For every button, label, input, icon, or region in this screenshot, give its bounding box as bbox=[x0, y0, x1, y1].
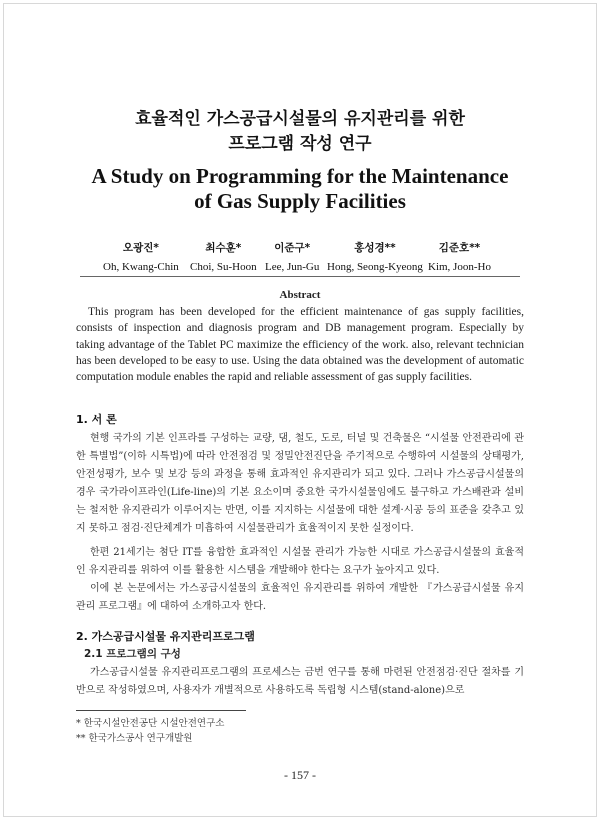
section-1-paragraph-2: 한편 21세기는 첨단 IT를 융합한 효과적인 시설물 관리가 가능한 시대로 가스공급시설물의 효율적인 유지관리를 위하여 이를 활용한 시스템을 개발해야 한다는 요구가 높아지고 있다. bbox=[76, 547, 524, 576]
header-divider bbox=[80, 276, 520, 277]
title-english-line2: of Gas Supply Facilities bbox=[194, 189, 406, 213]
author-name-korean: 최수훈* bbox=[205, 242, 242, 254]
footnote-divider bbox=[76, 710, 246, 711]
title-korean-line1: 효율적인 가스공급시설물의 유지관리를 위한 bbox=[135, 109, 465, 129]
section-1-paragraph-3: 이에 본 논문에서는 가스공급시설물의 효율적인 유지관리를 위하여 개발한 『가스공급시설물 유지관리 프로그램』에 대하여 소개하고자 한다. bbox=[76, 583, 524, 612]
abstract-body: This program has been developed for the efficient maintenance of gas supply facilities, consists of inspection and diagnosis program and DB management program. Especially by taking advantage of the Tablet PC maximize the efficiency of the work. also, relevant technician has been developed to be easy to use. Using the data obtained was the development of automatic computation module enables the rapid and reliable assessment of gas supply facilities. bbox=[76, 306, 524, 384]
author-name-english: Choi, Su-Hoon bbox=[190, 261, 257, 273]
section-1-heading: 1. 서 론 bbox=[76, 413, 117, 426]
footnote-1: * 한국시설안전공단 시설안전연구소 bbox=[76, 718, 225, 729]
author-name-english: Lee, Jun-Gu bbox=[265, 261, 320, 273]
footnote-2: ** 한국가스공사 연구개발원 bbox=[76, 733, 193, 744]
abstract-heading: Abstract bbox=[279, 289, 321, 301]
author-name-korean: 김준호** bbox=[438, 242, 481, 254]
title-korean-line2: 프로그램 작성 연구 bbox=[228, 134, 372, 154]
title-english-line1: A Study on Programming for the Maintenance bbox=[91, 164, 509, 188]
author-name-english: Oh, Kwang-Chin bbox=[103, 261, 179, 273]
author-1 bbox=[103, 240, 179, 273]
author-4 bbox=[327, 240, 423, 273]
subsection-2-1-heading: 2.1 프로그램의 구성 bbox=[84, 648, 181, 660]
author-name-korean: 홍성경** bbox=[354, 242, 396, 254]
section-2-heading: 2. 가스공급시설물 유지관리프로그램 bbox=[76, 630, 255, 643]
page-number: - 157 - bbox=[284, 768, 316, 782]
author-name-korean: 이준구* bbox=[274, 242, 311, 254]
section-1-paragraph-1: 현행 국가의 기본 인프라를 구성하는 교량, 댐, 철도, 도로, 터널 및 건축물은 “시설물 안전관리에 관한 특별법”(이하 시특법)에 따라 안전점검 및 정밀안전진단을 주기적으로 수행하여 시설물의 상태평가, 안전성평가, 보수 및 보강 등의 과정을 통해 효과적인 유지관리가 되고 있다. 그러나 가스공급시설물의 경우 국가라이프라인(Life-line)의 기본 요소이며 중요한 국가시설물임에도 불구하고 가스배관과 설비는 철저한 유지관리가 이루어지는 반면, 이를 지지하는 시설물에 대한 설계·시공 등의 표준을 갖추고 있지 못하고 점검·진단체계가 미흡하여 시설물관리가 효율적이지 못한 실정이다. bbox=[76, 433, 524, 534]
author-name-english: Kim, Joon-Ho bbox=[428, 261, 491, 273]
author-2 bbox=[190, 240, 257, 273]
author-5 bbox=[428, 240, 491, 273]
author-name-english: Hong, Seong-Kyeong bbox=[327, 261, 423, 273]
author-name-korean: 오광진* bbox=[122, 242, 159, 254]
author-3 bbox=[265, 240, 319, 273]
section-2-paragraph-1: 가스공급시설물 유지관리프로그램의 프로세스는 금번 연구를 통해 마련된 안전점검·진단 절차를 기반으로 작성하였으며, 사용자가 개별적으로 사용하도록 독립형 시스템(stand-alone)으로 bbox=[76, 667, 524, 696]
